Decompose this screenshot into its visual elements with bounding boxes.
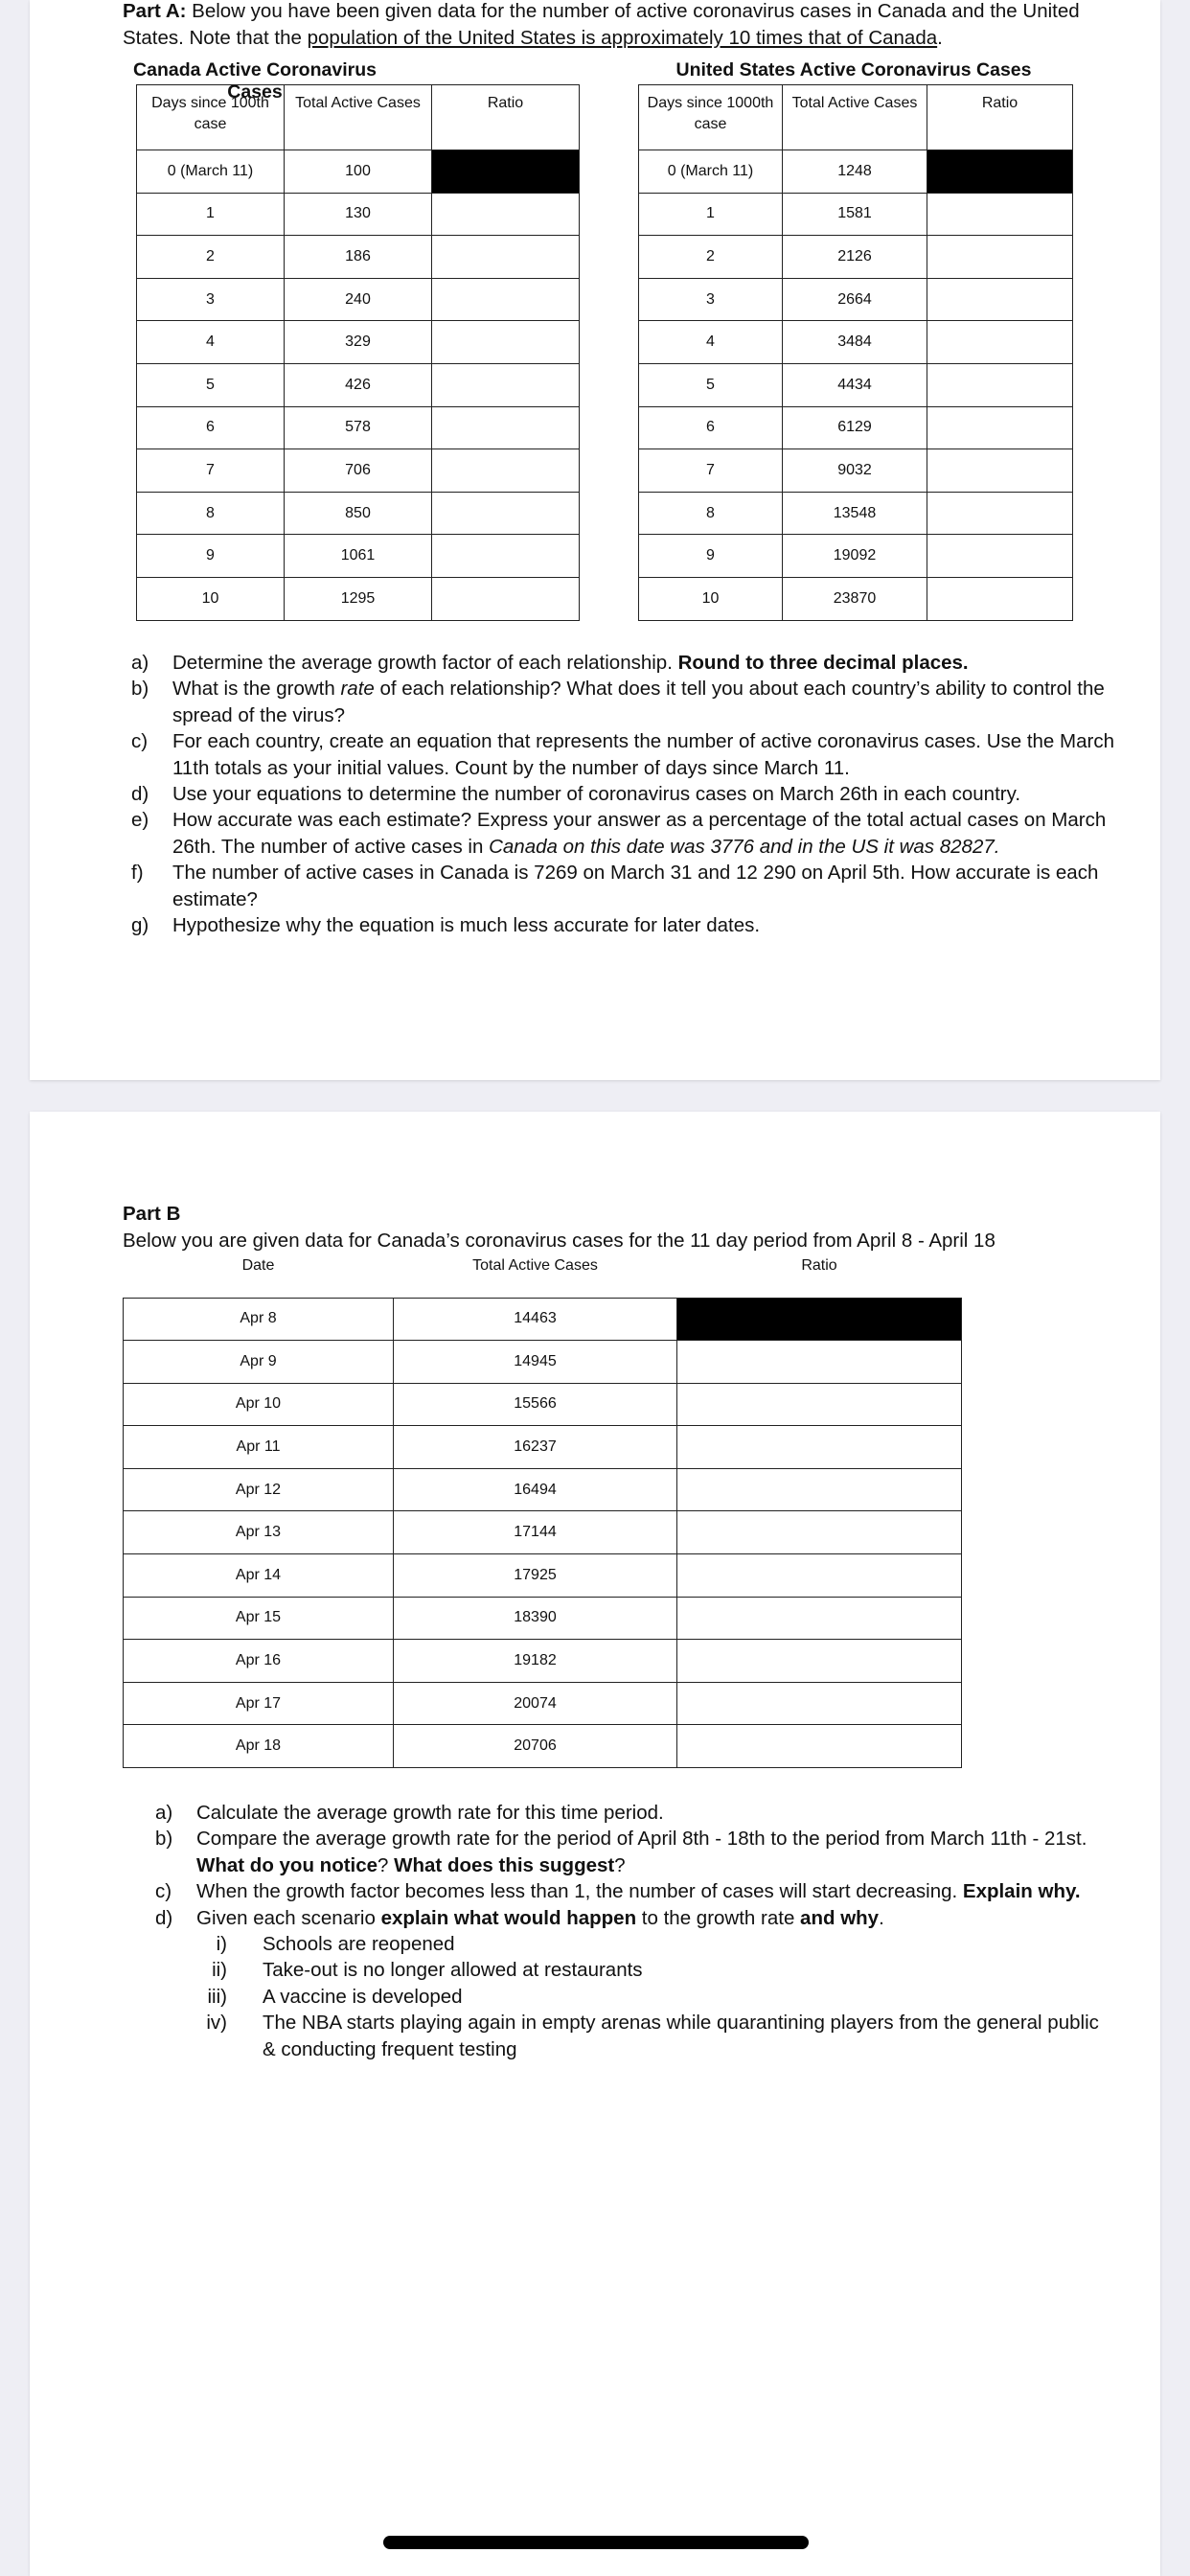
ratio-cell[interactable]	[677, 1682, 962, 1725]
us-cases-table	[638, 84, 1073, 621]
question-e	[131, 807, 1118, 860]
cases-cell: 14463	[394, 1298, 677, 1341]
header-days: Days since 1000th case	[639, 85, 783, 150]
table-row	[124, 1426, 962, 1469]
ratio-cell[interactable]	[927, 363, 1073, 406]
question-c	[131, 728, 1118, 781]
ratio-cell[interactable]	[677, 1383, 962, 1426]
cases-cell: 14945	[394, 1341, 677, 1384]
table-row	[639, 449, 1073, 493]
table-row	[124, 1383, 962, 1426]
ratio-cell[interactable]	[927, 577, 1073, 620]
row-label-cell: 3	[137, 278, 285, 321]
table-row	[639, 321, 1073, 364]
row-label-cell: 7	[639, 449, 783, 493]
scenario-label: i)	[216, 1933, 227, 1956]
ratio-cell[interactable]	[927, 406, 1073, 449]
question-d	[155, 1905, 1113, 2062]
header-total-cases: Total Active Cases	[783, 85, 927, 150]
row-label-cell: 2	[137, 236, 285, 279]
intro-underlined-text: population of the United States is approximately 10 times that of Canada	[307, 27, 938, 49]
cases-cell: 23870	[783, 577, 927, 620]
ratio-cell[interactable]	[432, 406, 580, 449]
row-label-cell: Apr 17	[124, 1682, 394, 1725]
cases-cell: 2126	[783, 236, 927, 279]
row-label-cell: Apr 9	[124, 1341, 394, 1384]
row-label-cell: 0 (March 11)	[137, 150, 285, 194]
table-row	[639, 535, 1073, 578]
row-label-cell: Apr 11	[124, 1426, 394, 1469]
row-label-cell: Apr 13	[124, 1511, 394, 1554]
intro-period: .	[937, 27, 943, 49]
row-label-cell: 5	[137, 363, 285, 406]
row-label-cell: 5	[639, 363, 783, 406]
cases-cell: 17144	[394, 1511, 677, 1554]
cases-cell: 1061	[285, 535, 432, 578]
question-b	[131, 676, 1118, 728]
cases-cell: 15566	[394, 1383, 677, 1426]
question-text: How accurate was each estimate? Express your answer as a percentage of the total actual cases on March 26th. The number of active cases in	[172, 809, 1107, 858]
question-label: b)	[131, 678, 149, 701]
question-label: g)	[131, 914, 149, 937]
row-label-cell: 4	[639, 321, 783, 364]
cases-cell: 186	[285, 236, 432, 279]
ratio-cell[interactable]	[927, 449, 1073, 493]
question-label: a)	[155, 1802, 173, 1824]
cases-cell: 13548	[783, 492, 927, 535]
part-a-intro	[123, 0, 1110, 52]
row-label-cell: 9	[639, 535, 783, 578]
table-row	[639, 492, 1073, 535]
ratio-cell[interactable]	[927, 278, 1073, 321]
scenario-list	[196, 1931, 1113, 2062]
table-row	[137, 492, 580, 535]
question-text: ?	[614, 1853, 626, 1876]
page-2	[30, 1112, 1160, 2576]
row-label-cell: 0 (March 11)	[639, 150, 783, 194]
scenario-item	[196, 2010, 1113, 2062]
question-text: The number of active cases in Canada is 7269 on March 31 and 12 290 on April 5th. How accurate is each estimate?	[172, 862, 1099, 910]
header-total-cases: Total Active Cases	[285, 85, 432, 150]
question-text: of each relationship? What does it tell you about each country’s ability to control the spread of the virus?	[172, 678, 1105, 726]
table-row	[137, 278, 580, 321]
cases-cell: 2664	[783, 278, 927, 321]
table-row	[137, 150, 580, 194]
cases-cell: 578	[285, 406, 432, 449]
us-table-title: United States Active Coronavirus Cases	[675, 59, 1032, 80]
page-1	[30, 0, 1160, 1080]
header-ratio: Ratio	[677, 1255, 962, 1298]
row-label-cell: Apr 8	[124, 1298, 394, 1341]
header-ratio: Ratio	[927, 85, 1073, 150]
row-label-cell: 9	[137, 535, 285, 578]
scenario-text: Schools are reopened	[263, 1933, 455, 1956]
row-label-cell: 1	[137, 193, 285, 236]
table-row	[639, 577, 1073, 620]
scenario-label: iv)	[206, 2012, 227, 2035]
table-row	[124, 1341, 962, 1384]
ratio-cell-blacked	[432, 150, 580, 194]
canada-table-title: Canada Active Coronavirus Cases	[133, 59, 377, 103]
ratio-cell[interactable]	[432, 449, 580, 493]
scenario-item	[196, 1931, 1113, 1957]
table-row	[124, 1597, 962, 1640]
cases-cell: 3484	[783, 321, 927, 364]
ratio-cell[interactable]	[677, 1511, 962, 1554]
question-c	[155, 1878, 1113, 1904]
header-ratio: Ratio	[432, 85, 580, 150]
row-label-cell: 10	[137, 577, 285, 620]
ratio-cell[interactable]	[677, 1341, 962, 1384]
question-bold-text: explain what would happen	[380, 1906, 637, 1929]
intro-text: Below you have been given data for the number of active coronavirus cases in Canada and the United States. Note that the	[123, 0, 1080, 49]
row-label-cell: 8	[639, 492, 783, 535]
table-row	[124, 1468, 962, 1511]
part-b-intro: Below you are given data for Canada’s coronavirus cases for the 11 day period from April 8 - April 18	[123, 1230, 995, 1252]
table-row	[639, 363, 1073, 406]
scenario-label: ii)	[212, 1959, 227, 1982]
question-bold-text: What do you notice	[196, 1853, 378, 1876]
table-row	[137, 363, 580, 406]
question-italic-text: Canada on this date was 3776 and in the US it was 82827.	[489, 835, 1000, 858]
row-label-cell: 8	[137, 492, 285, 535]
table-row	[124, 1511, 962, 1554]
question-label: c)	[131, 730, 149, 753]
question-bold-text: What does this suggest	[394, 1853, 615, 1876]
table-row	[137, 406, 580, 449]
part-a-questions	[131, 650, 1118, 938]
question-label: d)	[155, 1906, 173, 1929]
ratio-cell[interactable]	[677, 1597, 962, 1640]
ratio-cell[interactable]	[927, 193, 1073, 236]
ratio-cell-blacked	[677, 1298, 962, 1341]
table-row	[137, 321, 580, 364]
ratio-cell[interactable]	[677, 1725, 962, 1768]
scenario-text: Take-out is no longer allowed at restaurants	[263, 1959, 643, 1982]
header-days: Days since 100th case	[137, 85, 285, 150]
question-text: ?	[378, 1853, 395, 1876]
question-f	[131, 860, 1118, 912]
table-row	[124, 1682, 962, 1725]
table-row	[124, 1298, 962, 1341]
ratio-cell[interactable]	[432, 278, 580, 321]
ratio-cell[interactable]	[677, 1426, 962, 1469]
ratio-cell[interactable]	[432, 535, 580, 578]
table-row	[639, 406, 1073, 449]
question-text: Use your equations to determine the number of coronavirus cases on March 26th in each country.	[172, 783, 1021, 806]
ratio-cell[interactable]	[677, 1554, 962, 1598]
question-a	[131, 650, 1118, 676]
row-label-cell: 3	[639, 278, 783, 321]
part-b-title: Part B	[123, 1203, 181, 1225]
ratio-cell-blacked	[927, 150, 1073, 194]
cases-cell: 17925	[394, 1554, 677, 1598]
row-label-cell: 7	[137, 449, 285, 493]
row-label-cell: 2	[639, 236, 783, 279]
question-a	[155, 1800, 1113, 1826]
table-row	[124, 1725, 962, 1768]
cases-cell: 19092	[783, 535, 927, 578]
canada-cases-table	[136, 84, 580, 621]
cases-cell: 100	[285, 150, 432, 194]
question-text: What is the growth	[172, 678, 341, 701]
question-text: Calculate the average growth rate for this time period.	[196, 1802, 664, 1824]
ratio-cell[interactable]	[677, 1468, 962, 1511]
canada-april-cases-table	[123, 1255, 962, 1768]
table-row	[137, 236, 580, 279]
cases-cell: 130	[285, 193, 432, 236]
question-text: Compare the average growth rate for the period of April 8th - 18th to the period from March 11th - 21st.	[196, 1828, 1087, 1851]
row-label-cell: 10	[639, 577, 783, 620]
question-label: a)	[131, 652, 149, 674]
cases-cell: 850	[285, 492, 432, 535]
cases-cell: 6129	[783, 406, 927, 449]
table-row	[124, 1640, 962, 1683]
ratio-cell[interactable]	[927, 236, 1073, 279]
scenario-text: A vaccine is developed	[263, 1985, 463, 2008]
row-label-cell: 6	[639, 406, 783, 449]
question-label: b)	[155, 1828, 173, 1851]
question-italic-text: rate	[340, 678, 375, 701]
row-label-cell: Apr 15	[124, 1597, 394, 1640]
ratio-cell[interactable]	[432, 363, 580, 406]
scenario-label: iii)	[207, 1985, 227, 2008]
ratio-cell[interactable]	[432, 577, 580, 620]
home-indicator[interactable]	[383, 2536, 809, 2549]
row-label-cell: 4	[137, 321, 285, 364]
question-text: Given each scenario	[196, 1906, 381, 1929]
scenario-text: The NBA starts playing again in empty arenas while quarantining players from the general public & conducting frequent testing	[263, 2012, 1099, 2060]
cases-cell: 20706	[394, 1725, 677, 1768]
cases-cell: 1581	[783, 193, 927, 236]
row-label-cell: Apr 16	[124, 1640, 394, 1683]
cases-cell: 19182	[394, 1640, 677, 1683]
cases-cell: 16237	[394, 1426, 677, 1469]
question-text: For each country, create an equation that represents the number of active coronavirus cases. Use the March 11th totals as your initial values. Count by the number of days since March 11.	[172, 730, 1114, 779]
ratio-cell[interactable]	[432, 236, 580, 279]
ratio-cell[interactable]	[927, 321, 1073, 364]
header-date: Date	[124, 1255, 394, 1298]
table-row	[639, 193, 1073, 236]
table-row	[124, 1554, 962, 1598]
ratio-cell[interactable]	[432, 321, 580, 364]
part-a-label: Part A:	[123, 0, 187, 22]
header-total-cases: Total Active Cases	[394, 1255, 677, 1298]
cases-cell: 706	[285, 449, 432, 493]
ratio-cell[interactable]	[677, 1640, 962, 1683]
cases-cell: 9032	[783, 449, 927, 493]
row-label-cell: Apr 18	[124, 1725, 394, 1768]
part-b-questions	[155, 1800, 1113, 2062]
row-label-cell: Apr 12	[124, 1468, 394, 1511]
question-label: c)	[155, 1880, 172, 1903]
question-text: When the growth factor becomes less than 1, the number of cases will start decreasing.	[196, 1880, 963, 1903]
question-text: .	[879, 1906, 884, 1929]
table-row	[137, 535, 580, 578]
table-row	[137, 449, 580, 493]
question-label: f)	[131, 862, 144, 885]
cases-cell: 240	[285, 278, 432, 321]
question-text: Hypothesize why the equation is much less accurate for later dates.	[172, 914, 761, 937]
question-bold-text: Explain why.	[962, 1880, 1081, 1903]
question-d	[131, 781, 1118, 807]
table-row	[137, 577, 580, 620]
scenario-item	[196, 1957, 1113, 1983]
cases-cell: 4434	[783, 363, 927, 406]
question-g	[131, 912, 1118, 938]
row-label-cell: 6	[137, 406, 285, 449]
row-label-cell: Apr 14	[124, 1554, 394, 1598]
cases-cell: 18390	[394, 1597, 677, 1640]
row-label-cell: Apr 10	[124, 1383, 394, 1426]
question-bold-text: Round to three decimal places.	[677, 652, 969, 674]
ratio-cell[interactable]	[432, 193, 580, 236]
table-row	[639, 150, 1073, 194]
question-bold-text: and why	[800, 1906, 880, 1929]
cases-cell: 1295	[285, 577, 432, 620]
question-text: to the growth rate	[636, 1906, 801, 1929]
cases-cell: 329	[285, 321, 432, 364]
ratio-cell[interactable]	[432, 492, 580, 535]
cases-cell: 426	[285, 363, 432, 406]
cases-cell: 20074	[394, 1682, 677, 1725]
question-label: d)	[131, 783, 149, 806]
cases-cell: 1248	[783, 150, 927, 194]
ratio-cell[interactable]	[927, 535, 1073, 578]
table-row	[639, 236, 1073, 279]
ratio-cell[interactable]	[927, 492, 1073, 535]
scenario-item	[196, 1984, 1113, 2010]
table-row	[137, 193, 580, 236]
cases-cell: 16494	[394, 1468, 677, 1511]
question-label: e)	[131, 809, 149, 832]
row-label-cell: 1	[639, 193, 783, 236]
table-row	[639, 278, 1073, 321]
question-text: Determine the average growth factor of each relationship.	[172, 652, 678, 674]
question-b	[155, 1826, 1113, 1878]
